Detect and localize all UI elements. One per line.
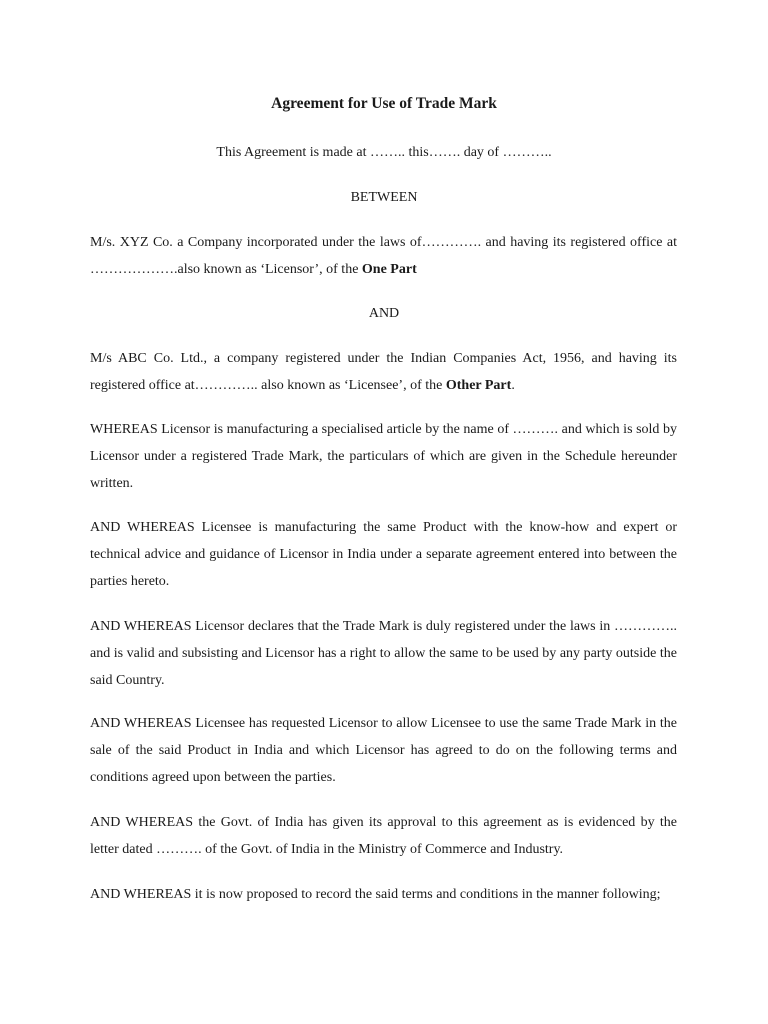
licensor-party-text: M/s. XYZ Co. a Company incorporated under the laws of…………. and having its registered office at ……………….also known as ‘Licensor’, of the — [90, 235, 677, 277]
recital-paragraph: AND WHEREAS it is now proposed to record the said terms and conditions in the manner following; — [90, 887, 661, 902]
agreement-preamble: This Agreement is made at …….. this……. day of ……….. — [216, 145, 552, 160]
recital-paragraph: WHEREAS Licensor is manufacturing a specialised article by the name of ………. and which is sold by Licensor under a registered Trade Mark, the particulars of which are given in the Schedule hereunder written. — [90, 422, 677, 491]
licensee-party-designation: Other Part — [445, 378, 512, 393]
licensee-party-tail: . — [511, 378, 515, 393]
recital-paragraph: AND WHEREAS Licensor declares that the Trade Mark is duly registered under the laws in ………….. and is valid and subsisting and Licensor has a right to allow the same to be used by any party outside the said Country. — [90, 619, 677, 688]
between-heading: BETWEEN — [350, 190, 418, 205]
recital-paragraph: AND WHEREAS Licensee has requested Licensor to allow Licensee to use the same Trade Mark in the sale of the said Product in India and which Licensor has agreed to do on the following terms and conditions agreed upon between the parties. — [90, 716, 677, 785]
licensor-party-clause — [90, 229, 677, 283]
licensor-party-designation: One Part — [361, 262, 417, 277]
and-heading: AND — [368, 306, 400, 321]
recital-paragraph: AND WHEREAS the Govt. of India has given its approval to this agreement as is evidenced by the letter dated ………. of the Govt. of India in the Ministry of Commerce and Industry. — [90, 815, 677, 857]
licensee-party-text: M/s ABC Co. Ltd., a company registered under the Indian Companies Act, 1956, and having its registered office at………….. also known as ‘Licensee’, of the — [90, 351, 677, 393]
document-title: Agreement for Use of Trade Mark — [271, 95, 497, 112]
recital-paragraph: AND WHEREAS Licensee is manufacturing the same Product with the know-how and expert or technical advice and guidance of Licensor in India under a separate agreement entered into between the parties hereto. — [90, 520, 677, 589]
licensee-party-clause — [90, 345, 677, 399]
